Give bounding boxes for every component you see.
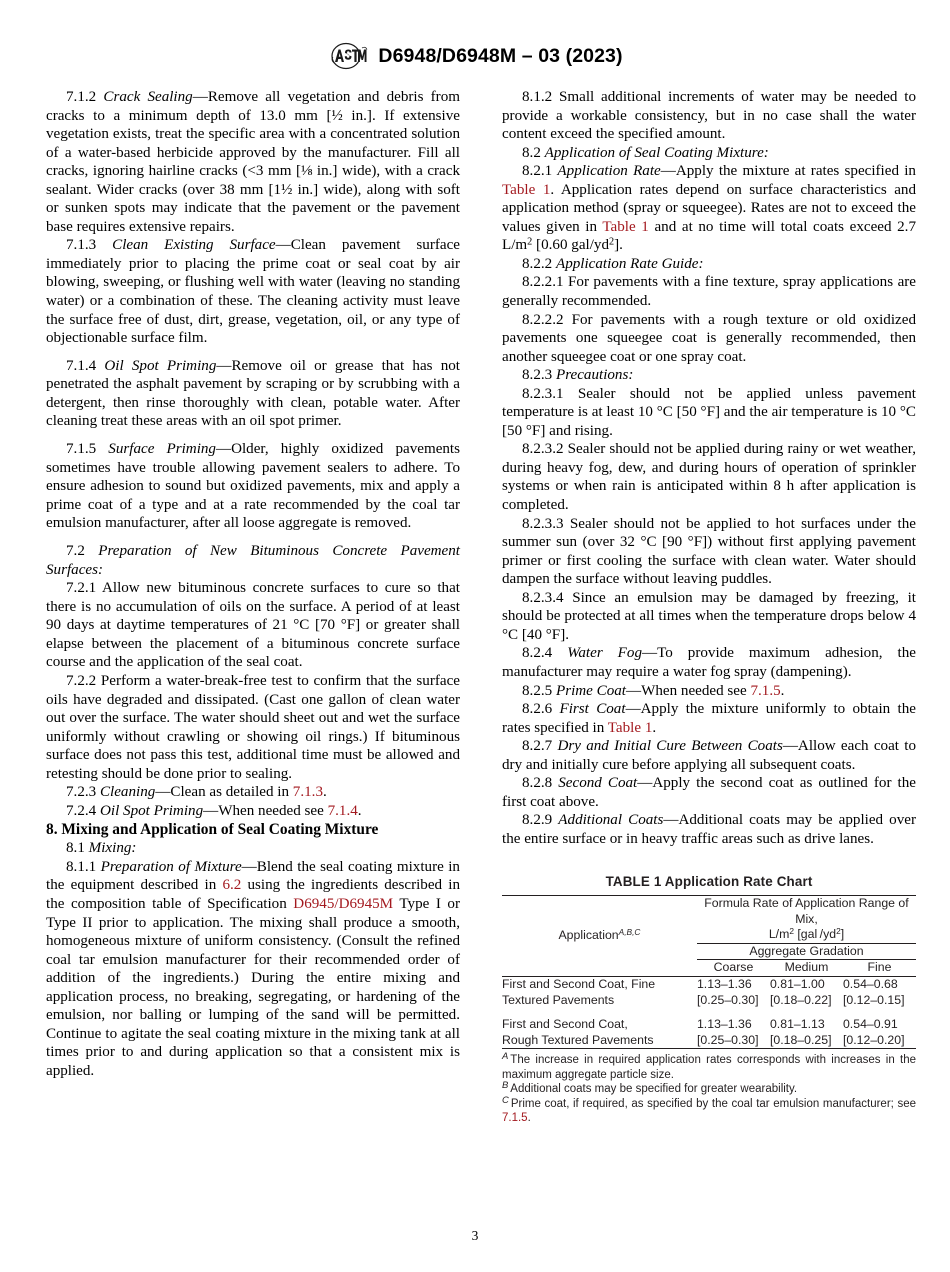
- paragraph-8-2-9: [502, 811, 916, 848]
- table-head: [502, 896, 916, 977]
- paragraph-body-end: .: [780, 682, 785, 699]
- em-dash: —: [275, 237, 291, 254]
- row-label-line1: First and Second Coat, Fine: [502, 976, 656, 991]
- paragraph-body: To provide maximum adhesion, the manufacturer may require a water fog spray (dampening).: [502, 645, 916, 680]
- formula-header-unit-imperial: [gal /yd: [793, 927, 837, 942]
- subsection-8-2: [502, 144, 916, 163]
- table-footnotes: [502, 1050, 916, 1125]
- value-imperial: [0.12–0.15]: [842, 992, 905, 1007]
- paragraph-number: 7.1.4: [66, 357, 97, 374]
- em-dash: —: [216, 357, 232, 374]
- value-metric: 1.13–1.36: [696, 1017, 752, 1032]
- paragraph-7-1-5: [46, 440, 460, 533]
- paragraph-7-2-4: [46, 802, 460, 821]
- footnote-marker: A: [502, 1050, 509, 1062]
- paragraph-title: Additional Coats: [558, 812, 664, 829]
- formula-rate-header: [697, 896, 916, 944]
- paragraph-body: Additional coats may be applied over the entire surface or in heavy traffic areas such as drive lanes.: [502, 812, 917, 847]
- paragraph-title: Dry and Initial Cure Between Coats: [557, 738, 783, 755]
- paragraph-7-2-3: [46, 783, 460, 802]
- paragraph-body: Remove all vegetation and debris from cracks to a minimum depth of 13.0 mm [½ in.]. If extensive vegetation exists, treat the specific area with a concentrated solution of a water-based herbicide approved by the manufacturer. Fill all cracks, ignoring hairline cracks (<3 mm [⅛ in.] wide), with a crack sealant. Wider cracks (over 38 mm [1½ in.] wide), along with soft or sunken spots may indicate that the pavement or the pavement base requires extensive repairs.: [46, 89, 460, 235]
- column-header-medium: Medium: [770, 960, 843, 977]
- subsection-title: Preparation of New Bituminous Concrete Pavement Surfaces:: [46, 543, 460, 578]
- paragraph-title: Cleaning: [99, 784, 156, 801]
- em-dash: —: [663, 812, 679, 829]
- footnote-markers: A,B,C: [618, 927, 641, 938]
- value-metric: 0.81–1.00: [769, 976, 825, 991]
- paragraph-8-2-3-2: [502, 440, 916, 514]
- paragraph-number: 8.2.3.1: [522, 385, 564, 402]
- superscript-exponent: 2: [527, 236, 533, 248]
- cross-reference-link[interactable]: 7.1.4: [327, 802, 358, 819]
- paragraph-number: 8.2.9: [522, 812, 553, 829]
- paragraph-title: Water Fog: [567, 645, 642, 662]
- table-link[interactable]: Table 1: [602, 218, 649, 235]
- cross-reference-link[interactable]: 7.1.3: [292, 784, 323, 801]
- em-dash: —: [241, 858, 257, 875]
- right-column: [502, 88, 916, 1125]
- paragraph-number: 7.2.4: [66, 802, 97, 819]
- formula-header-line1: Formula Rate of Application Range of Mix,: [704, 896, 909, 926]
- footnote-marker: C: [502, 1093, 509, 1105]
- cross-reference-link[interactable]: 6.2: [222, 877, 242, 894]
- subsection-8-2-2: [502, 255, 916, 274]
- paragraph-body: Apply the mixture at rates specified in: [675, 163, 916, 180]
- paragraph-title: Clean Existing Surface: [112, 237, 276, 254]
- paragraph-body: Sealer should not be applied unless pavement temperature is at least 10 °C [50 °F] and the air temperature is 10 °C [50 °F] and rising.: [502, 385, 916, 439]
- subsection-title: Precautions:: [555, 367, 634, 384]
- value-metric: 0.54–0.68: [842, 976, 898, 991]
- subsection-title: Mixing:: [88, 840, 137, 857]
- paragraph-body: Apply the mixture uniformly to obtain the rates specified in: [502, 701, 916, 736]
- footnote-text-end: .: [527, 1111, 531, 1124]
- cross-reference-link[interactable]: 7.1.5: [750, 682, 781, 699]
- footnote-c: [502, 1093, 916, 1126]
- superscript-exponent: 2: [609, 236, 615, 248]
- left-column: [46, 88, 460, 1125]
- specification-link[interactable]: D6945/D6945M: [293, 895, 394, 912]
- table-link[interactable]: Table 1: [607, 719, 653, 736]
- paragraph-title: Crack Sealing: [103, 89, 193, 105]
- paragraph-title: Preparation of Mixture: [100, 858, 242, 875]
- formula-header-unit-metric: L/m: [768, 927, 790, 942]
- table-header-row-1: [502, 896, 916, 944]
- page-header: [0, 0, 950, 80]
- value-imperial: [0.25–0.30]: [696, 992, 759, 1007]
- table-row-spacer: [502, 1008, 916, 1017]
- paragraph-8-2-4: [502, 644, 916, 681]
- value-imperial: [0.12–0.20]: [842, 1032, 905, 1047]
- paragraph-body: Apply the second coat as outlined for the first coat above.: [502, 775, 916, 810]
- paragraph-body-end: .: [652, 719, 657, 736]
- paragraph-7-1-4: [46, 357, 460, 431]
- em-dash: —: [155, 784, 171, 801]
- paragraph-body: using the ingredients described in the composition table of Specification: [46, 877, 461, 912]
- paragraph-8-2-5: [502, 682, 916, 701]
- em-dash: —: [625, 682, 642, 699]
- paragraph-8-2-3-3: [502, 515, 916, 589]
- value-imperial: [0.18–0.22]: [769, 992, 832, 1007]
- paragraph-title: Oil Spot Priming: [104, 357, 217, 374]
- row-label-line1: First and Second Coat,: [502, 1017, 628, 1032]
- subsection-7-2: [46, 542, 460, 579]
- paragraph-number: 8.2.1: [522, 163, 553, 180]
- paragraph-7-2-2: [46, 672, 460, 783]
- paragraph-body: Allow new bituminous concrete surfaces to cure so that there is no accumulation of oils on the surface. A period of at least 90 days at daytime temperatures of 21 °C [70 °F] or greater shall elapse between the placement of a bituminous concrete surface course and the application of the seal coat.: [46, 580, 460, 671]
- value-imperial: [0.18–0.25]: [769, 1032, 832, 1047]
- subsection-number: 8.2.3: [522, 367, 553, 384]
- paragraph-number: 8.2.2.2: [522, 311, 564, 328]
- superscript-exponent: 2: [836, 926, 841, 937]
- paragraph-number: 8.2.8: [522, 775, 553, 792]
- standard-designation: D6948/D6948M – 03 (2023): [378, 44, 623, 67]
- paragraph-body-end: Type I or Type II prior to application. The mixing shall produce a smooth, homogeneous mixture of uniform consistency. (Consult the refined coal tar emulsion manufacturer for their recommended order of addition of the ingredients.) During the entire mixing and application process, no breaking, segregating, or hardening of the emulsion, nor balling or lumping of the sand will be permitted. Continue to agitate the seal coating mixture in the mixing tank at all times prior to and during application so that a consistent mix is applied.: [46, 895, 460, 1079]
- subsection-number: 8.2: [522, 144, 541, 161]
- subsection-number: 8.1: [66, 840, 85, 857]
- paragraph-title: First Coat: [559, 701, 626, 718]
- em-dash: —: [637, 775, 653, 792]
- subsection-number: 8.2.2: [522, 255, 553, 272]
- paragraph-body: Allow each coat to dry and initially cure before applying all subsequent coats.: [502, 738, 916, 773]
- subsection-title: Application Rate Guide:: [555, 255, 704, 272]
- footnote-text: Additional coats may be specified for greater wearability.: [510, 1083, 798, 1096]
- paragraph-8-2-7: [502, 737, 916, 774]
- paragraph-body: Clean as detailed in: [170, 784, 293, 801]
- cell-coarse: [697, 976, 770, 1008]
- paragraph-number: 8.2.4: [522, 645, 553, 662]
- cross-reference-link[interactable]: 7.1.5: [502, 1111, 528, 1124]
- value-metric: 0.54–0.91: [842, 1017, 898, 1032]
- paragraph-number: 8.1.1: [66, 858, 97, 875]
- paragraph-body: Small additional increments of water may be needed to provide a workable consistency, but in no case shall the water content exceed the specified amount.: [502, 89, 917, 143]
- em-dash: —: [642, 645, 658, 662]
- paragraph-number: 8.2.3.3: [522, 515, 564, 532]
- application-column-header: [502, 896, 697, 977]
- table-link[interactable]: Table 1: [502, 181, 551, 198]
- section-heading-8: 8. Mixing and Application of Seal Coating Mixture: [46, 821, 379, 839]
- superscript-exponent: 2: [789, 926, 794, 937]
- table-1-block: [502, 874, 916, 1125]
- value-metric: 1.13–1.36: [696, 976, 752, 991]
- paragraph-number: 7.1.3: [66, 237, 97, 254]
- table-body: [502, 976, 916, 1048]
- paragraph-body: [0.60 gal/yd: [532, 237, 609, 254]
- paragraph-body-end: .: [357, 802, 362, 819]
- em-dash: —: [660, 163, 676, 180]
- footnote-text: The increase in required application rates corresponds with increases in the maximum aggregate particle size.: [502, 1054, 916, 1081]
- paragraph-number: 7.2.3: [66, 784, 97, 801]
- paragraph-8-2-2-1: [502, 273, 916, 310]
- em-dash: —: [215, 441, 232, 458]
- table-row: [502, 976, 916, 1008]
- paragraph-8-2-1: [502, 162, 916, 255]
- paragraph-number: 8.2.7: [522, 738, 553, 755]
- paragraph-number: 8.2.3.2: [522, 441, 564, 458]
- paragraph-8-2-8: [502, 774, 916, 811]
- paragraph-body: For pavements with a fine texture, spray applications are generally recommended.: [502, 274, 917, 310]
- row-label-cell: [502, 1017, 697, 1049]
- em-dash: —: [782, 738, 798, 755]
- row-label-line2: Textured Pavements: [502, 992, 615, 1007]
- paragraph-number: 7.1.2: [66, 89, 97, 105]
- paragraph-title: Application Rate: [557, 163, 661, 180]
- cell-coarse: [697, 1017, 770, 1049]
- em-dash: —: [625, 701, 641, 718]
- paragraph-number: 7.2.1: [66, 580, 97, 597]
- paragraph-number: 8.2.5: [522, 682, 553, 699]
- paragraph-body: Older, highly oxidized pavements sometimes have trouble allowing pavement sealers to adhere. To ensure adhesion to sound but oxidized pavements, mix and apply a prime coat of a type and at a rate recommended by the coal tar emulsion manufacturer, after all loose aggregate is removed.: [46, 441, 461, 532]
- paragraph-body: When needed see: [641, 682, 751, 699]
- paragraph-body: Blend the seal coating mixture in the equipment described in: [46, 858, 460, 894]
- column-header-coarse: Coarse: [697, 960, 770, 977]
- paragraph-number: 8.1.2: [522, 89, 553, 105]
- paragraph-body-end: ].: [614, 237, 623, 254]
- cell-medium: [770, 976, 843, 1008]
- paragraph-7-1-3: [46, 236, 460, 347]
- paragraph-body: Sealer should not be applied to hot surfaces under the summer sun (over 32 °C [90 °F]) without first applying pavement primer or first cooling the surface with clean water. Water should dampen the surface without leaving puddles.: [502, 515, 916, 588]
- subsection-number: 7.2: [66, 543, 85, 560]
- paragraph-title: Surface Priming: [108, 441, 216, 458]
- paragraph-title: Oil Spot Priming: [99, 802, 204, 819]
- spacer-cell: [502, 1008, 916, 1017]
- paragraph-body-end: .: [322, 784, 327, 801]
- document-body: [0, 88, 950, 1125]
- subsection-8-2-3: [502, 366, 916, 385]
- paragraph-8-2-6: [502, 700, 916, 737]
- paragraph-body: For pavements with a rough texture or old oxidized pavements one squeegee coat is generally recommended, then another squeegee coat or one spray coat.: [502, 311, 916, 365]
- paragraph-body: . Application rates depend on surface characteristics and application method (spray or squeegee). Rates are not to exceed the values given in: [502, 181, 916, 235]
- paragraph-body: Perform a water-break-free test to confirm that the surface oils have degraded and dissipated. (Cast one gallon of clean water out over the surface. The water should sheet out and wet the surface uniformly without crawling or showing oil rings.) If bituminous surface does not pass this test, additional time must be allowed and retesting should be done prior to sealing.: [46, 672, 460, 782]
- paragraph-number: 7.1.5: [66, 441, 97, 458]
- paragraph-number: 8.2.2.1: [522, 274, 564, 291]
- em-dash: —: [203, 802, 219, 819]
- paragraph-8-2-3-4: [502, 589, 916, 645]
- paragraph-7-1-2: [46, 88, 460, 236]
- aggregate-gradation-header: Aggregate Gradation: [697, 943, 916, 960]
- cell-fine: [843, 976, 916, 1008]
- paragraph-8-2-2-2: [502, 311, 916, 367]
- footnote-a: [502, 1050, 916, 1082]
- paragraph-body: Since an emulsion may be damaged by freezing, it should be protected at all times when the temperature drops below 4 °C [40 °F].: [502, 589, 916, 643]
- page-number: 3: [471, 1228, 479, 1243]
- paragraph-body: Sealer should not be applied during rainy or wet weather, during heavy fog, dew, and during hours of operation of sprinkler systems or when rain is anticipated within 8 h after application is completed.: [502, 441, 917, 514]
- table-row: [502, 1017, 916, 1049]
- footnote-marker: B: [502, 1079, 509, 1091]
- paragraph-8-1-2: [502, 88, 916, 144]
- subsection-title: Application of Seal Coating Mixture:: [544, 144, 769, 161]
- paragraph-number: 8.2.6: [522, 701, 553, 718]
- paragraph-body: Clean pavement surface immediately prior to placing the prime coat or seal coat by air blowing, sweeping, or flushing well with water (leaving no standing water) or a combination of these. The cleaning activity must leave the surface free of dust, dirt, grease, vegetation, oil, or any type of objectionable surface film.: [46, 237, 461, 347]
- value-imperial: [0.25–0.30]: [696, 1032, 759, 1047]
- value-metric: 0.81–1.13: [769, 1017, 825, 1032]
- paragraph-8-2-3-1: [502, 385, 916, 441]
- cell-medium: [770, 1017, 843, 1049]
- paragraph-number: 8.2.3.4: [522, 589, 564, 606]
- cell-fine: [843, 1017, 916, 1049]
- subsection-8-1: [46, 839, 460, 858]
- application-header-label: Application: [558, 928, 619, 943]
- paragraph-8-1-1: [46, 858, 460, 1081]
- paragraph-title: Second Coat: [558, 775, 638, 792]
- row-label-line2: Rough Textured Pavements: [502, 1032, 654, 1047]
- astm-logo-icon: [327, 42, 369, 70]
- table-title: TABLE 1 Application Rate Chart: [605, 874, 813, 890]
- paragraph-7-2-1: [46, 579, 460, 672]
- paragraph-body: When needed see: [218, 802, 328, 819]
- footnote-b: [502, 1079, 916, 1096]
- paragraph-body: and at no time will total coats exceed 2.7 L/m: [502, 218, 917, 254]
- paragraph-body: Remove oil or grease that has not penetrated the asphalt pavement by scraping or by scrubbing with a detergent, then rinse thoroughly with clean, potable water. After cleaning treat these areas with an oil spot primer.: [46, 357, 460, 430]
- formula-header-unit-close: ]: [840, 927, 845, 942]
- paragraph-title: Prime Coat: [555, 682, 626, 699]
- footnote-text: Prime coat, if required, as specified by the coal tar emulsion manufacturer; see: [510, 1097, 916, 1110]
- column-header-fine: Fine: [843, 960, 916, 977]
- row-label-cell: [502, 976, 697, 1008]
- em-dash: —: [192, 89, 208, 105]
- application-rate-table: [502, 895, 916, 1049]
- paragraph-number: 7.2.2: [66, 672, 97, 689]
